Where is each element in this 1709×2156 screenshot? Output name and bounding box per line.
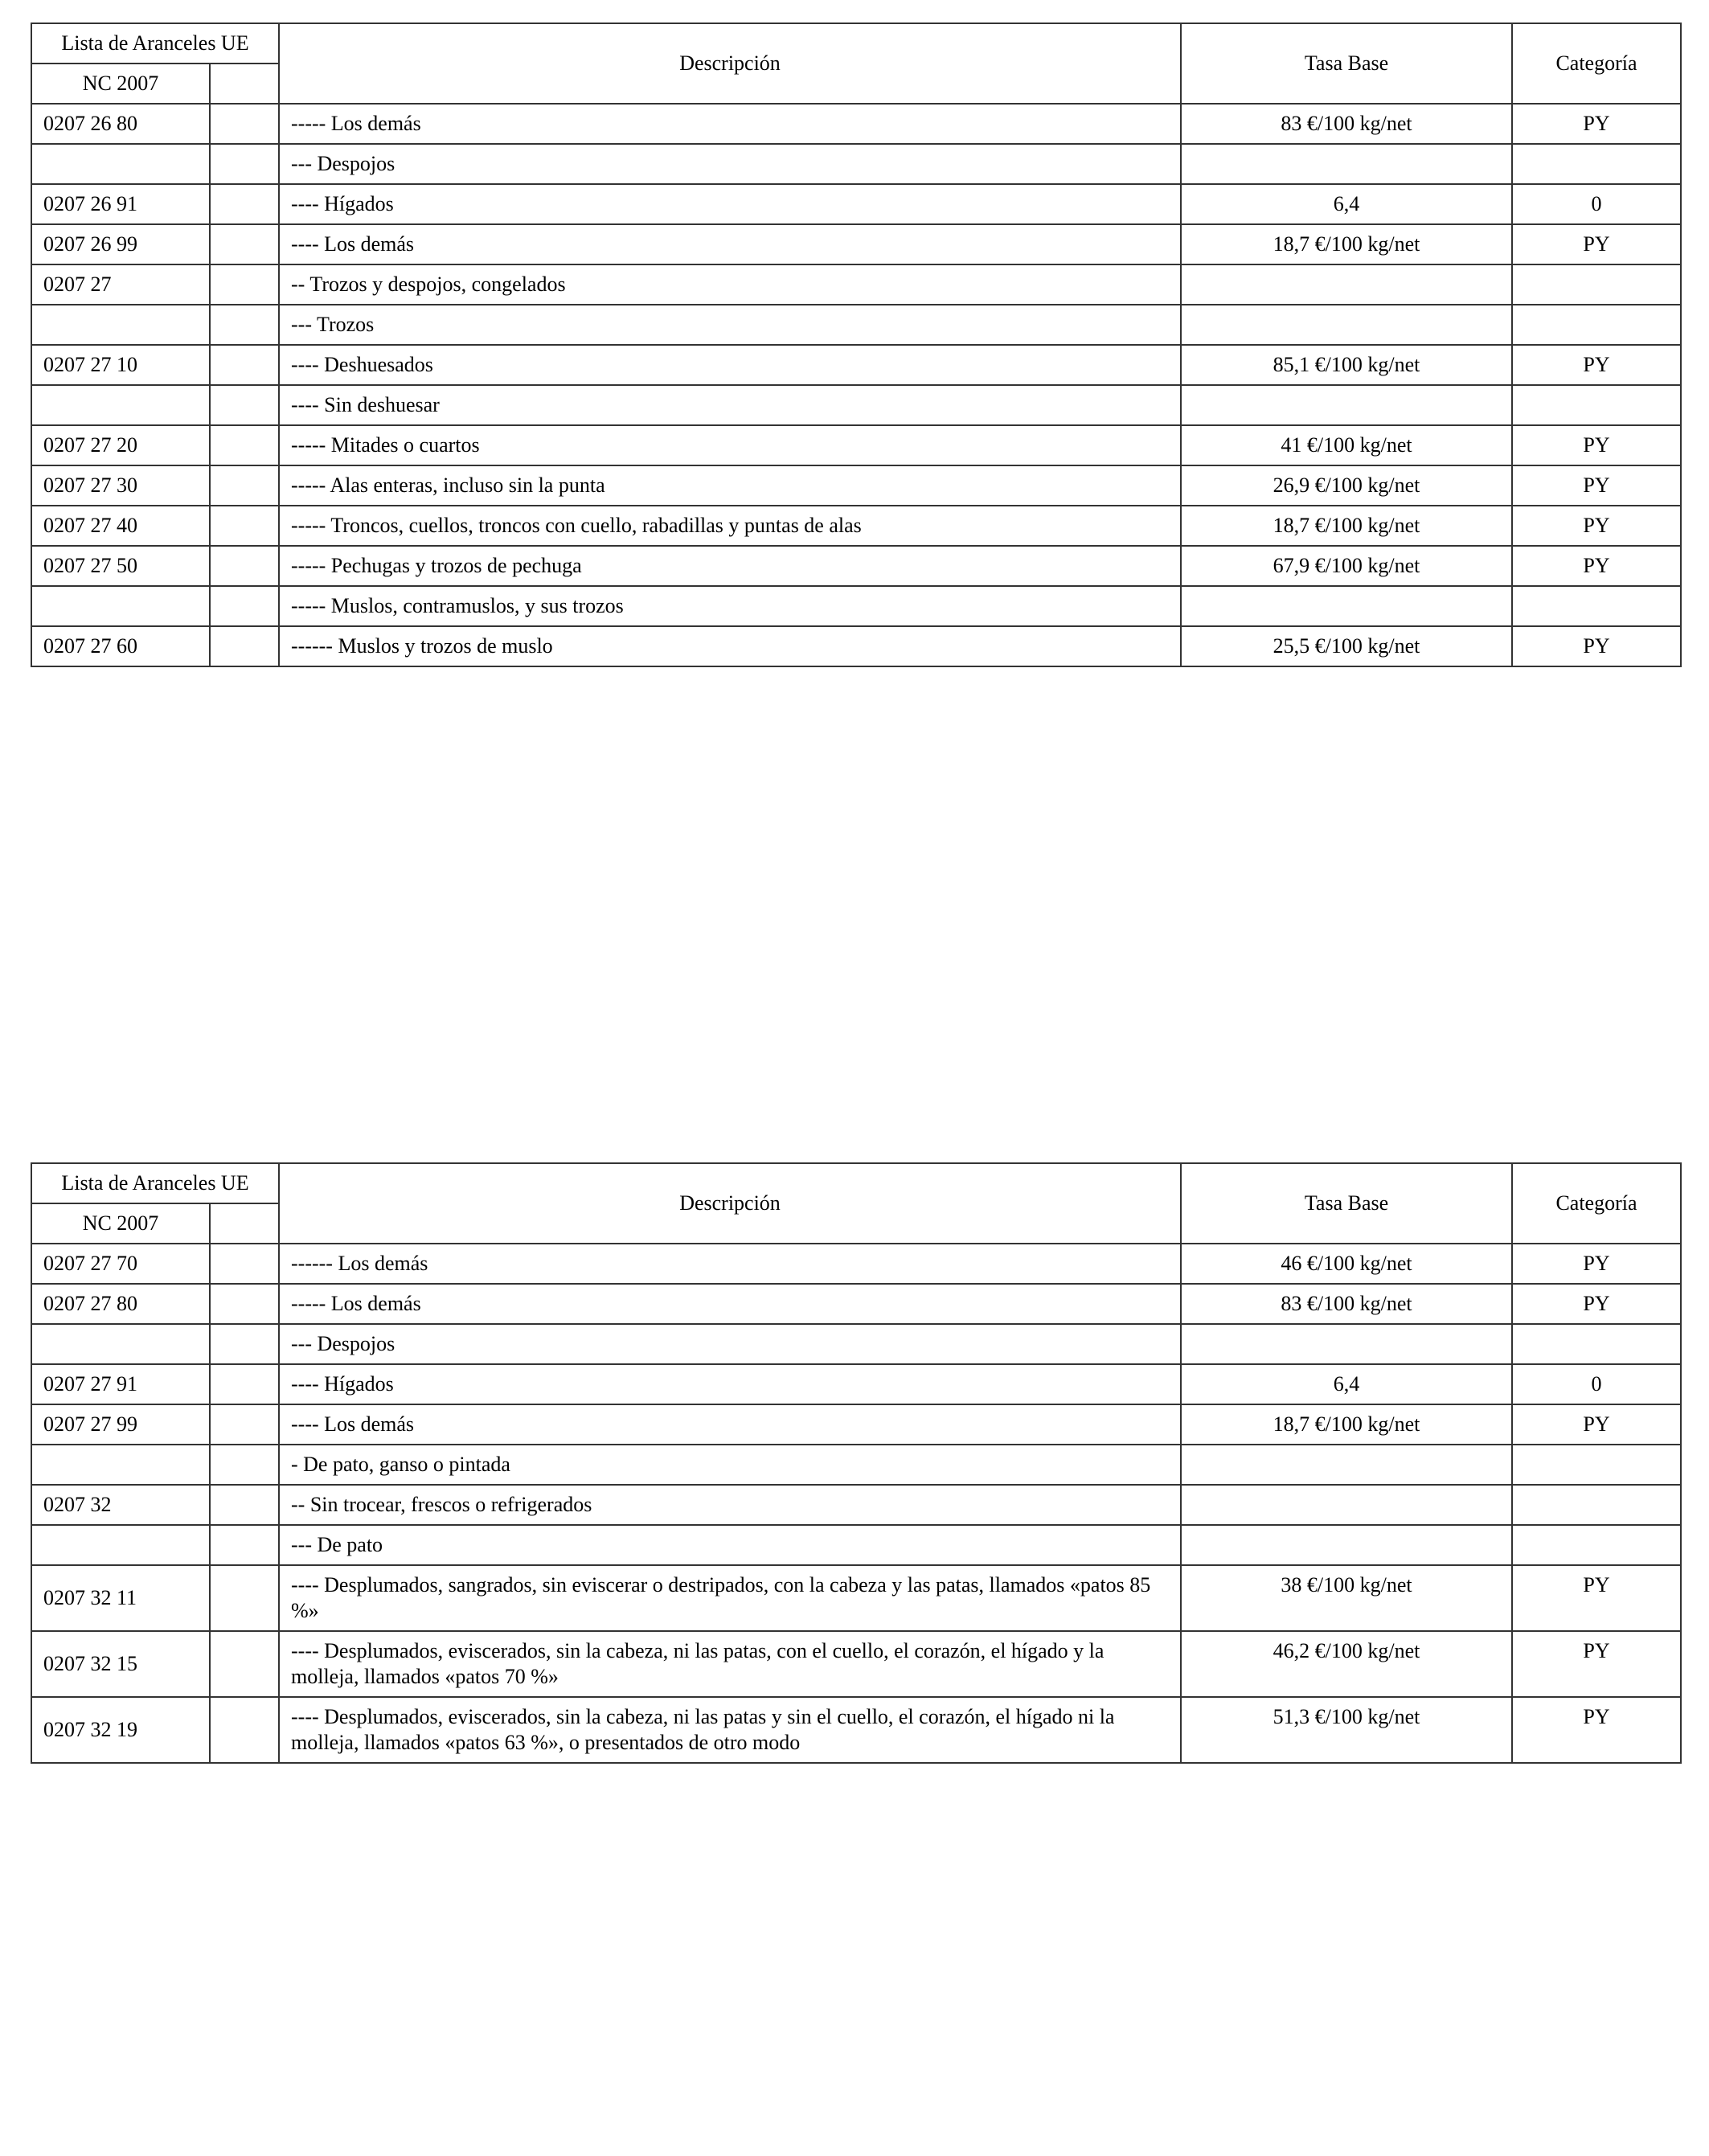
code-cell: 0207 27 99 bbox=[31, 1404, 210, 1445]
sub-code-cell bbox=[210, 586, 279, 626]
rate-cell: 67,9 €/100 kg/net bbox=[1181, 546, 1512, 586]
header-rate: Tasa Base bbox=[1181, 1163, 1512, 1244]
rate-cell bbox=[1181, 264, 1512, 305]
header-description: Descripción bbox=[279, 23, 1181, 104]
table-row bbox=[31, 1485, 1681, 1525]
header-nc: NC 2007 bbox=[31, 1203, 210, 1244]
table-row bbox=[31, 1244, 1681, 1284]
code-cell bbox=[31, 1324, 210, 1364]
sub-code-cell bbox=[210, 224, 279, 264]
code-cell: 0207 32 15 bbox=[31, 1631, 210, 1697]
category-cell bbox=[1512, 1525, 1681, 1565]
category-cell: PY bbox=[1512, 104, 1681, 144]
table-row bbox=[31, 144, 1681, 184]
sub-code-cell bbox=[210, 465, 279, 506]
code-cell bbox=[31, 586, 210, 626]
header-nc: NC 2007 bbox=[31, 64, 210, 104]
category-cell bbox=[1512, 1485, 1681, 1525]
category-cell: PY bbox=[1512, 425, 1681, 465]
header-blank bbox=[210, 1203, 279, 1244]
rate-cell: 18,7 €/100 kg/net bbox=[1181, 1404, 1512, 1445]
sub-code-cell bbox=[210, 1404, 279, 1445]
header-list: Lista de Aranceles UE bbox=[31, 23, 279, 64]
category-cell: PY bbox=[1512, 1565, 1681, 1631]
code-cell bbox=[31, 1445, 210, 1485]
header-blank bbox=[210, 64, 279, 104]
rate-cell bbox=[1181, 385, 1512, 425]
sub-code-cell bbox=[210, 546, 279, 586]
sub-code-cell bbox=[210, 104, 279, 144]
rate-cell: 26,9 €/100 kg/net bbox=[1181, 465, 1512, 506]
category-cell: PY bbox=[1512, 1631, 1681, 1697]
sub-code-cell bbox=[210, 385, 279, 425]
table-row bbox=[31, 1525, 1681, 1565]
code-cell: 0207 27 bbox=[31, 264, 210, 305]
code-cell: 0207 32 19 bbox=[31, 1697, 210, 1763]
category-cell: PY bbox=[1512, 224, 1681, 264]
code-cell: 0207 27 40 bbox=[31, 506, 210, 546]
sub-code-cell bbox=[210, 1631, 279, 1697]
rate-cell: 46 €/100 kg/net bbox=[1181, 1244, 1512, 1284]
tariff-table-2 bbox=[31, 1162, 1682, 1764]
description-cell: ---- Hígados bbox=[279, 184, 1181, 224]
category-cell bbox=[1512, 586, 1681, 626]
rate-cell: 18,7 €/100 kg/net bbox=[1181, 224, 1512, 264]
category-cell: PY bbox=[1512, 1697, 1681, 1763]
rate-cell bbox=[1181, 1525, 1512, 1565]
code-cell: 0207 27 60 bbox=[31, 626, 210, 666]
category-cell bbox=[1512, 264, 1681, 305]
description-cell: ---- Desplumados, eviscerados, sin la cabeza, ni las patas y sin el cuello, el corazón, el hígado ni la molleja, llamados «patos 63 %», o presentados de otro modo bbox=[279, 1697, 1181, 1763]
table-row bbox=[31, 1284, 1681, 1324]
table-row bbox=[31, 1631, 1681, 1697]
rate-cell bbox=[1181, 1445, 1512, 1485]
table-row bbox=[31, 425, 1681, 465]
header-category: Categoría bbox=[1512, 23, 1681, 104]
category-cell: PY bbox=[1512, 1404, 1681, 1445]
sub-code-cell bbox=[210, 626, 279, 666]
sub-code-cell bbox=[210, 345, 279, 385]
description-cell: ---- Desplumados, eviscerados, sin la cabeza, ni las patas, con el cuello, el corazón, el hígado y la molleja, llamados «patos 70 %» bbox=[279, 1631, 1181, 1697]
category-cell bbox=[1512, 1324, 1681, 1364]
sub-code-cell bbox=[210, 506, 279, 546]
code-cell: 0207 27 20 bbox=[31, 425, 210, 465]
table-row bbox=[31, 1565, 1681, 1631]
table-body bbox=[31, 1244, 1681, 1763]
sub-code-cell bbox=[210, 144, 279, 184]
description-cell: ------ Los demás bbox=[279, 1244, 1181, 1284]
rate-cell: 6,4 bbox=[1181, 1364, 1512, 1404]
code-cell bbox=[31, 385, 210, 425]
description-cell: -- Trozos y despojos, congelados bbox=[279, 264, 1181, 305]
sub-code-cell bbox=[210, 1445, 279, 1485]
table-row bbox=[31, 1404, 1681, 1445]
sub-code-cell bbox=[210, 184, 279, 224]
table-row bbox=[31, 184, 1681, 224]
table-row bbox=[31, 224, 1681, 264]
code-cell: 0207 32 bbox=[31, 1485, 210, 1525]
table-row bbox=[31, 626, 1681, 666]
rate-cell bbox=[1181, 144, 1512, 184]
code-cell: 0207 27 30 bbox=[31, 465, 210, 506]
description-cell: ----- Los demás bbox=[279, 104, 1181, 144]
description-cell: ----- Pechugas y trozos de pechuga bbox=[279, 546, 1181, 586]
description-cell: ---- Deshuesados bbox=[279, 345, 1181, 385]
tariff-table-1 bbox=[31, 23, 1682, 667]
rate-cell: 6,4 bbox=[1181, 184, 1512, 224]
rate-cell: 38 €/100 kg/net bbox=[1181, 1565, 1512, 1631]
sub-code-cell bbox=[210, 1284, 279, 1324]
description-cell: ----- Alas enteras, incluso sin la punta bbox=[279, 465, 1181, 506]
category-cell: PY bbox=[1512, 465, 1681, 506]
sub-code-cell bbox=[210, 264, 279, 305]
description-cell: - De pato, ganso o pintada bbox=[279, 1445, 1181, 1485]
category-cell bbox=[1512, 1445, 1681, 1485]
code-cell: 0207 27 10 bbox=[31, 345, 210, 385]
rate-cell: 51,3 €/100 kg/net bbox=[1181, 1697, 1512, 1763]
table-row bbox=[31, 1324, 1681, 1364]
code-cell: 0207 27 91 bbox=[31, 1364, 210, 1404]
rate-cell: 25,5 €/100 kg/net bbox=[1181, 626, 1512, 666]
category-cell: 0 bbox=[1512, 184, 1681, 224]
description-cell: ---- Sin deshuesar bbox=[279, 385, 1181, 425]
description-cell: --- Despojos bbox=[279, 1324, 1181, 1364]
table-row bbox=[31, 465, 1681, 506]
rate-cell: 46,2 €/100 kg/net bbox=[1181, 1631, 1512, 1697]
rate-cell bbox=[1181, 305, 1512, 345]
description-cell: ----- Troncos, cuellos, troncos con cuello, rabadillas y puntas de alas bbox=[279, 506, 1181, 546]
sub-code-cell bbox=[210, 1697, 279, 1763]
code-cell bbox=[31, 305, 210, 345]
header-rate: Tasa Base bbox=[1181, 23, 1512, 104]
category-cell: PY bbox=[1512, 345, 1681, 385]
description-cell: ------ Muslos y trozos de muslo bbox=[279, 626, 1181, 666]
header-list: Lista de Aranceles UE bbox=[31, 1163, 279, 1203]
rate-cell: 83 €/100 kg/net bbox=[1181, 104, 1512, 144]
sub-code-cell bbox=[210, 1244, 279, 1284]
table-row bbox=[31, 1445, 1681, 1485]
description-cell: --- Trozos bbox=[279, 305, 1181, 345]
description-cell: ---- Los demás bbox=[279, 1404, 1181, 1445]
category-cell bbox=[1512, 385, 1681, 425]
description-cell: -- Sin trocear, frescos o refrigerados bbox=[279, 1485, 1181, 1525]
table-row bbox=[31, 1697, 1681, 1763]
code-cell: 0207 27 70 bbox=[31, 1244, 210, 1284]
rate-cell: 41 €/100 kg/net bbox=[1181, 425, 1512, 465]
category-cell: PY bbox=[1512, 506, 1681, 546]
category-cell: PY bbox=[1512, 626, 1681, 666]
table-row bbox=[31, 305, 1681, 345]
description-cell: ----- Los demás bbox=[279, 1284, 1181, 1324]
sub-code-cell bbox=[210, 1525, 279, 1565]
code-cell bbox=[31, 144, 210, 184]
category-cell: PY bbox=[1512, 546, 1681, 586]
code-cell: 0207 26 80 bbox=[31, 104, 210, 144]
code-cell bbox=[31, 1525, 210, 1565]
description-cell: --- Despojos bbox=[279, 144, 1181, 184]
category-cell: PY bbox=[1512, 1284, 1681, 1324]
code-cell: 0207 27 50 bbox=[31, 546, 210, 586]
table-row bbox=[31, 345, 1681, 385]
category-cell: PY bbox=[1512, 1244, 1681, 1284]
table-row bbox=[31, 104, 1681, 144]
table-header bbox=[31, 23, 1681, 104]
table-row bbox=[31, 1364, 1681, 1404]
description-cell: ----- Mitades o cuartos bbox=[279, 425, 1181, 465]
category-cell bbox=[1512, 305, 1681, 345]
code-cell: 0207 27 80 bbox=[31, 1284, 210, 1324]
rate-cell bbox=[1181, 1324, 1512, 1364]
header-description: Descripción bbox=[279, 1163, 1181, 1244]
sub-code-cell bbox=[210, 1324, 279, 1364]
description-cell: ----- Muslos, contramuslos, y sus trozos bbox=[279, 586, 1181, 626]
code-cell: 0207 32 11 bbox=[31, 1565, 210, 1631]
category-cell bbox=[1512, 144, 1681, 184]
description-cell: ---- Los demás bbox=[279, 224, 1181, 264]
code-cell: 0207 26 99 bbox=[31, 224, 210, 264]
rate-cell bbox=[1181, 586, 1512, 626]
rate-cell bbox=[1181, 1485, 1512, 1525]
rate-cell: 85,1 €/100 kg/net bbox=[1181, 345, 1512, 385]
table-header bbox=[31, 1163, 1681, 1244]
rate-cell: 83 €/100 kg/net bbox=[1181, 1284, 1512, 1324]
table-row bbox=[31, 506, 1681, 546]
description-cell: --- De pato bbox=[279, 1525, 1181, 1565]
code-cell: 0207 26 91 bbox=[31, 184, 210, 224]
sub-code-cell bbox=[210, 425, 279, 465]
header-category: Categoría bbox=[1512, 1163, 1681, 1244]
table-row bbox=[31, 586, 1681, 626]
sub-code-cell bbox=[210, 1565, 279, 1631]
rate-cell: 18,7 €/100 kg/net bbox=[1181, 506, 1512, 546]
table-row bbox=[31, 385, 1681, 425]
table-row bbox=[31, 264, 1681, 305]
sub-code-cell bbox=[210, 1485, 279, 1525]
description-cell: ---- Hígados bbox=[279, 1364, 1181, 1404]
sub-code-cell bbox=[210, 1364, 279, 1404]
description-cell: ---- Desplumados, sangrados, sin eviscerar o destripados, con la cabeza y las patas, llamados «patos 85 %» bbox=[279, 1565, 1181, 1631]
category-cell: 0 bbox=[1512, 1364, 1681, 1404]
table-body bbox=[31, 104, 1681, 666]
sub-code-cell bbox=[210, 305, 279, 345]
table-row bbox=[31, 546, 1681, 586]
